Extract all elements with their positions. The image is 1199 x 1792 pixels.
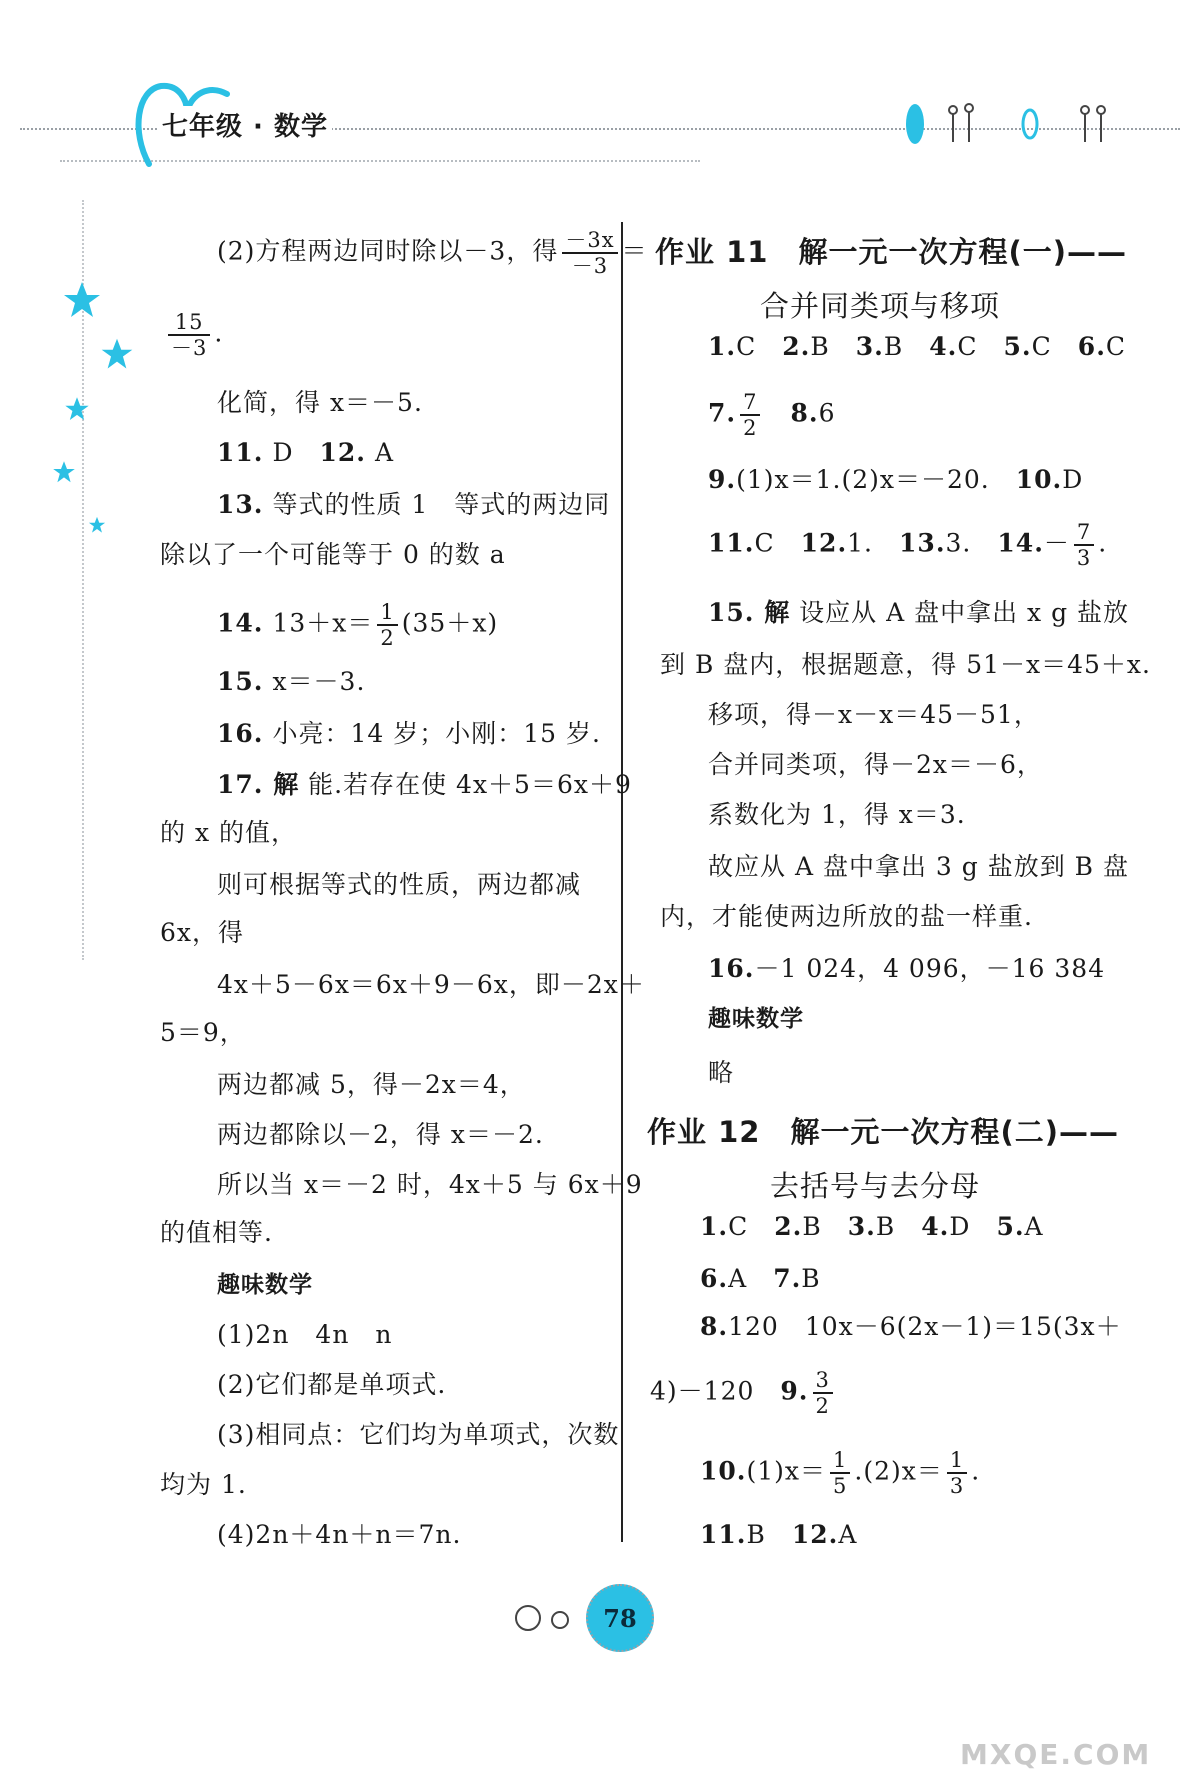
left-line-12: 则可根据等式的性质，两边都减	[217, 870, 582, 899]
left-line-3: 化简，得 x＝－5.	[217, 388, 423, 417]
left-line-18: 所以当 x＝－2 时，4x＋5 与 6x＋9	[217, 1170, 643, 1199]
fraction: $\frac{15}{-3}$	[168, 310, 210, 360]
left-fun-math-heading: 趣味数学	[217, 1272, 313, 1298]
section-subheading-12: 去括号与去分母	[770, 1169, 981, 1203]
left-line-17: 两边都除以－2，得 x＝－2.	[217, 1120, 544, 1149]
left-line-25: (4)2n＋4n＋n＝7n.	[217, 1520, 462, 1549]
section-subheading-11: 合并同类项与移项	[760, 289, 1001, 323]
column-divider	[621, 222, 623, 1542]
left-line-16: 两边都减 5，得－2x＝4，	[217, 1070, 526, 1099]
left-line-15: 5＝9，	[160, 1018, 246, 1047]
page-number-badge	[586, 1584, 654, 1652]
left-line-13: 6x，得	[160, 918, 245, 947]
left-line-4: 11. D 12. A	[217, 438, 395, 467]
right-line-5: 15. 解 设应从 A 盘中拿出 x g 盐放	[708, 598, 1130, 627]
left-line-24: 均为 1.	[160, 1470, 247, 1499]
left-line-10: 17. 解 能.若存在使 4x＋5＝6x＋9	[217, 770, 632, 799]
fraction: $\frac{3}{2}$	[813, 1368, 833, 1418]
star-icon	[100, 337, 134, 371]
left-line-19: 的值相等.	[160, 1218, 273, 1247]
left-line-8: 15. x＝－3.	[217, 667, 366, 696]
right-line-4: 11.C 12.1. 13.3. 14.－ $\frac{7}{3}$ .	[708, 520, 1108, 570]
star-icon	[62, 280, 102, 320]
left-line-21: (1)2n 4n n	[217, 1320, 393, 1349]
left-line-1: (2)方程两边同时除以－3，得 $\frac{-3x}{-3}$ ＝	[217, 228, 648, 278]
star-icon	[88, 516, 106, 534]
flower-doodle-icon	[905, 98, 1155, 160]
fraction: $\frac{-3x}{-3}$	[562, 228, 617, 278]
fraction: $\frac{7}{2}$	[740, 390, 760, 440]
page-number: 78	[603, 1603, 637, 1633]
right-line-20: 11.B 12.A	[700, 1520, 858, 1549]
right-line-mc-3: 6.A 7.B	[700, 1264, 821, 1293]
left-line-22: (2)它们都是单项式.	[217, 1370, 447, 1399]
right-line-3: 9.(1)x＝1.(2)x＝－20. 10.D	[708, 465, 1084, 494]
left-line-2: $\frac{15}{-3}$ .	[164, 310, 223, 360]
left-line-23: (3)相同点：它们均为单项式，次数	[217, 1420, 620, 1449]
right-line-14: 略	[708, 1058, 735, 1087]
right-line-17: 8.120 10x－6(2x－1)＝15(3x＋	[700, 1312, 1122, 1341]
left-line-9: 16. 小亮：14 岁；小刚：15 岁.	[217, 719, 601, 748]
right-line-11: 内，才能使两边所放的盐一样重.	[660, 902, 1033, 931]
star-icon	[52, 460, 76, 484]
right-fun-math-heading: 趣味数学	[708, 1006, 804, 1032]
fraction: $\frac{7}{3}$	[1074, 520, 1094, 570]
fraction: $\frac{1}{2}$	[377, 600, 397, 650]
page-circles-icon	[512, 1600, 592, 1636]
right-line-10: 故应从 A 盘中拿出 3 g 盐放到 B 盘	[708, 852, 1129, 881]
section-heading-12: 作业 12 解一元一次方程(二)——	[647, 1115, 1119, 1149]
right-line-9: 系数化为 1，得 x＝3.	[708, 800, 966, 829]
fraction: $\frac{1}{3}$	[947, 1448, 967, 1498]
left-line-6: 除以了一个可能等于 0 的数 a	[160, 540, 506, 569]
star-icon	[64, 396, 90, 422]
right-line-6: 到 B 盘内，根据题意，得 51－x＝45＋x.	[660, 650, 1151, 679]
left-line-14: 4x＋5－6x＝6x＋9－6x，即－2x＋	[217, 970, 645, 999]
left-line-5: 13. 等式的性质 1 等式的两边同	[217, 490, 611, 519]
header-title: 七年级 · 数学	[158, 106, 332, 143]
right-line-mc-1: 1.C 2.B 3.B 4.C 5.C 6.C	[708, 332, 1127, 361]
right-line-mc-2: 1.C 2.B 3.B 4.D 5.A	[700, 1212, 1044, 1241]
right-line-19: 10.(1)x＝ $\frac{1}{5}$ .(2)x＝ $\frac{1}{3}$ .	[700, 1448, 981, 1498]
left-line-7: 14. 13＋x＝ $\frac{1}{2}$ (35＋x)	[217, 600, 499, 650]
right-line-8: 合并同类项，得－2x＝－6，	[708, 750, 1043, 779]
fraction: $\frac{1}{5}$	[830, 1448, 850, 1498]
right-line-7: 移项，得－x－x＝45－51，	[708, 700, 1040, 729]
right-line-12: 16.－1 024，4 096，－16 384	[708, 954, 1106, 983]
right-line-18: 4)－120 9. $\frac{3}{2}$	[650, 1368, 837, 1418]
watermark: MXQE.COM	[960, 1738, 1152, 1771]
right-line-2: 7. $\frac{7}{2}$ 8.6	[708, 390, 836, 440]
left-line-11: 的 x 的值，	[160, 818, 297, 847]
section-heading-11: 作业 11 解一元一次方程(一)——	[655, 235, 1127, 269]
